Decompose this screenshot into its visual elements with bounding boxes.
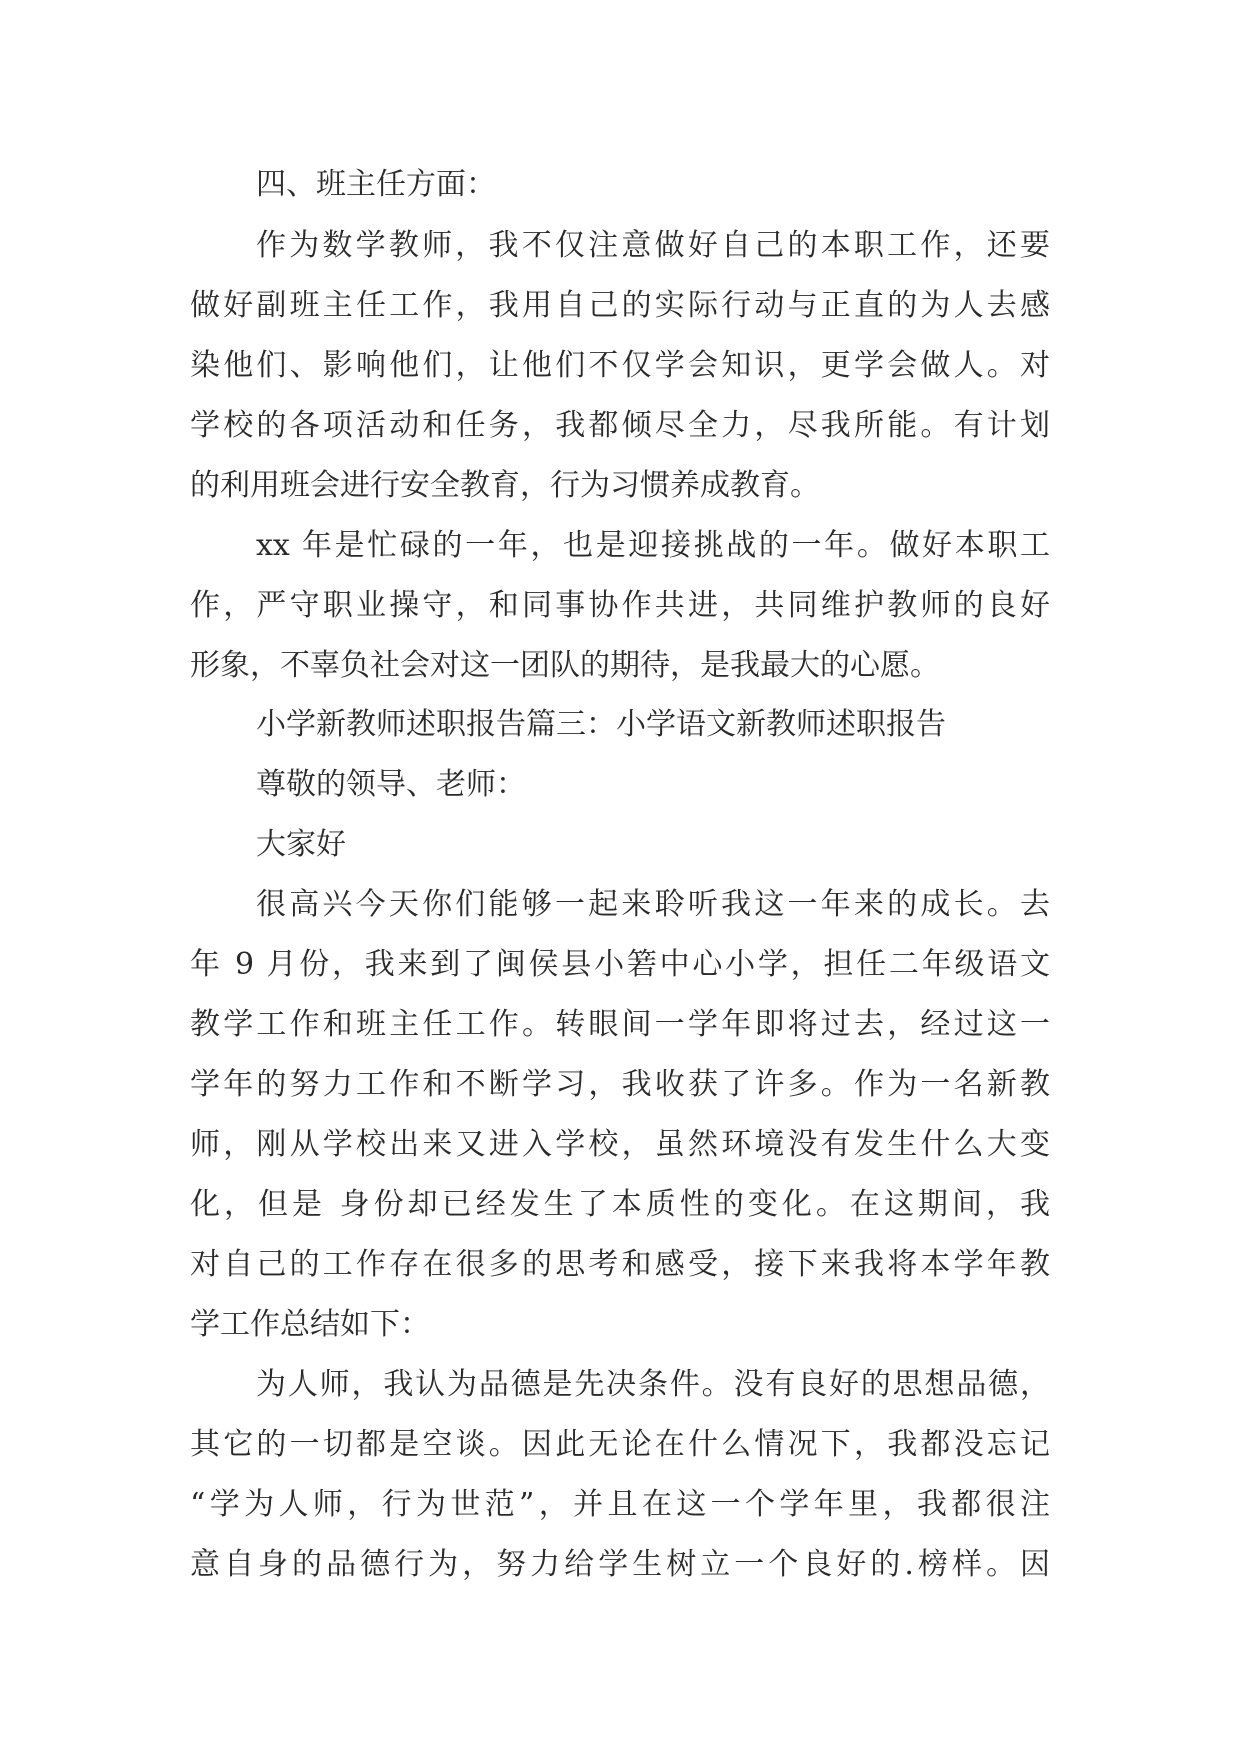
paragraph-line: 染他们、影响他们，让他们不仅学会知识，更学会做人。对 [190, 348, 1050, 383]
report-title: 小学新教师述职报告篇三：小学语文新教师述职报告 [256, 707, 946, 742]
paragraph-line: 师，刚从学校出来又进入学校，虽然环境没有发生什么大变 [190, 1127, 1050, 1162]
paragraph-line: 学年的努力工作和不断学习，我收获了许多。作为一名新教 [190, 1067, 1050, 1102]
salutation: 尊敬的领导、老师： [256, 767, 526, 802]
paragraph-line: 对自己的工作存在很多的思考和感受，接下来我将本学年教 [190, 1247, 1050, 1282]
paragraph-line: 作，严守职业操守，和同事协作共进，共同维护教师的良好 [190, 588, 1050, 623]
paragraph-line: 学校的各项活动和任务，我都倾尽全力，尽我所能。有计划 [190, 408, 1050, 443]
greeting: 大家好 [256, 827, 346, 862]
paragraph-line: 教学工作和班主任工作。转眼间一学年即将过去，经过这一 [190, 1007, 1050, 1042]
paragraph-line: xx 年是忙碌的一年，也是迎接挑战的一年。做好本职工 [256, 528, 1050, 563]
paragraph-line: 的利用班会进行安全教育，行为习惯养成教育。 [190, 468, 820, 503]
paragraph-line: 做好副班主任工作，我用自己的实际行动与正直的为人去感 [190, 288, 1050, 323]
paragraph-line: 很高兴今天你们能够一起来聆听我这一年来的成长。去 [256, 887, 1050, 922]
paragraph-line: 意自身的品德行为，努力给学生树立一个良好的.榜样。因 [190, 1547, 1050, 1582]
paragraph-line: 年 9 月份，我来到了闽侯县小箬中心小学，担任二年级语文 [190, 947, 1050, 982]
paragraph-line: 化，但是 身份却已经发生了本质性的变化。在这期间，我 [190, 1187, 1050, 1222]
section-heading: 四、班主任方面： [256, 167, 496, 202]
paragraph-line: “学为人师，行为世范”，并且在这一个学年里，我都很注 [190, 1487, 1050, 1522]
paragraph-line: 为人师，我认为品德是先决条件。没有良好的思想品德， [256, 1367, 1050, 1402]
paragraph-line: 学工作总结如下： [190, 1307, 430, 1342]
paragraph-line: 作为数学教师，我不仅注意做好自己的本职工作，还要 [256, 228, 1050, 263]
paragraph-line: 形象，不辜负社会对这一团队的期待，是我最大的心愿。 [190, 648, 940, 683]
paragraph-line: 其它的一切都是空谈。因此无论在什么情况下，我都没忘记 [190, 1427, 1050, 1462]
